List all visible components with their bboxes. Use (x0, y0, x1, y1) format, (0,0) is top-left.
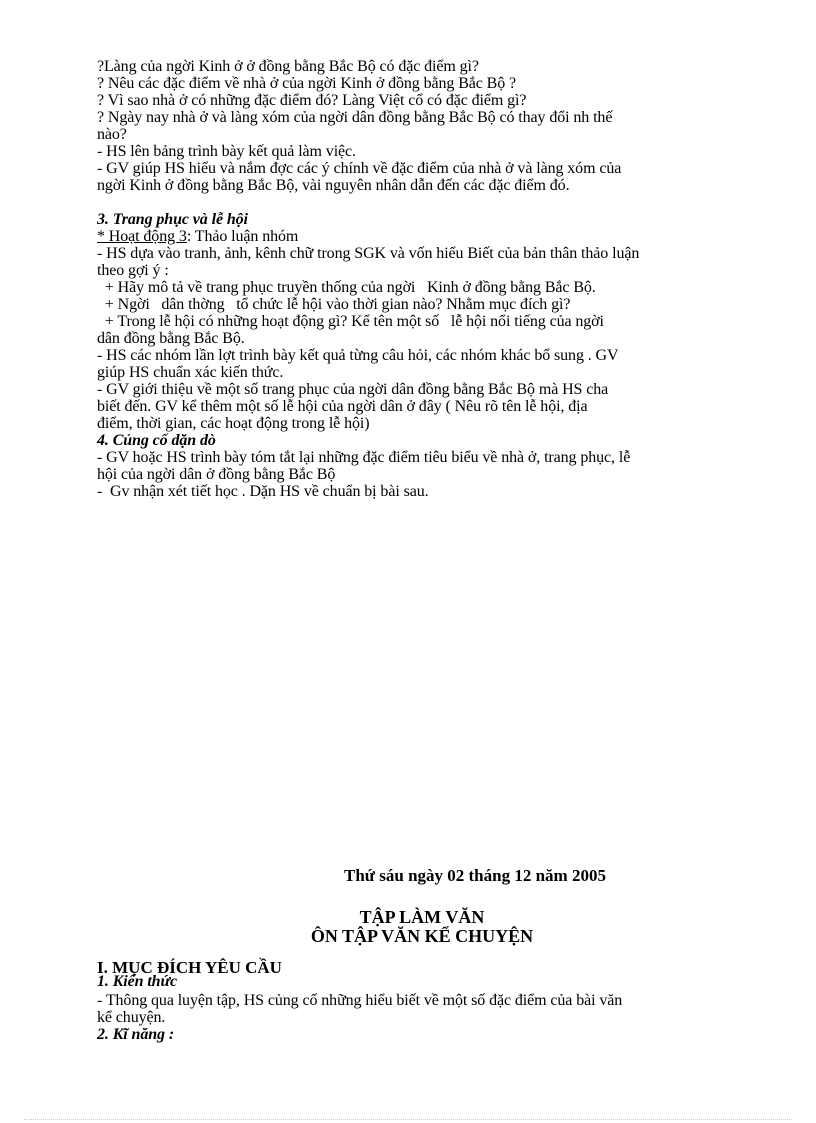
text-line: kể chuyện. (97, 1009, 166, 1026)
text-line: ngời Kinh ở đồng bằng Bắc Bộ, vài nguyên nhân dẫn đến các đặc điểm đó. (97, 177, 570, 194)
subsection-heading: 2. Kĩ năng : (97, 1026, 175, 1043)
text-line: - HS lên bảng trình bày kết quả làm việc. (97, 143, 356, 160)
text-line: biết đến. GV kể thêm một số lễ hội của ngời dân ở đây ( Nêu rõ tên lễ hội, địa (97, 398, 588, 415)
text-line: - HS các nhóm lần lợt trình bày kết quả từng câu hỏi, các nhóm khác bổ sung . GV (97, 347, 619, 364)
text-line: hội của ngời dân ở đồng bằng Bắc Bộ (97, 466, 336, 483)
text-line: - GV giới thiệu về một số trang phục của ngời dân đồng bằng Bắc Bộ mà HS cha (97, 381, 609, 398)
text-line: - HS dựa vào tranh, ảnh, kênh chữ trong SGK và vốn hiểu Biết của bản thân thảo luận (97, 245, 640, 262)
text-line: điểm, thời gian, các hoạt động trong lễ hội) (97, 415, 370, 432)
bullet-line: + Ngời dân thờng tổ chức lễ hội vào thời gian nào? Nhằm mục đích gì? (97, 296, 571, 313)
bullet-line: + Hãy mô tả về trang phục truyền thống của ngời Kinh ở đồng bằng Bắc Bộ. (97, 279, 596, 296)
activity-line (97, 228, 752, 245)
subject-title: TẬP LÀM VĂN (359, 907, 485, 927)
spacer (97, 194, 752, 211)
activity-label: * Hoạt động 3 (97, 228, 187, 245)
section-heading: 3. Trang phục và lễ hội (97, 211, 248, 228)
text-line: - Thông qua luyện tập, HS củng cố những hiểu biết về một số đặc điểm của bài văn (97, 992, 623, 1009)
lesson-title: ÔN TẬP VĂN KỂ CHUYỆN (310, 926, 534, 946)
activity-description: : Thảo luận nhóm (186, 228, 299, 245)
section-heading: I. MỤC ĐÍCH YÊU CẦU (97, 958, 282, 977)
text-line: - Gv nhận xét tiết học . Dặn HS về chuẩn bị bài sau. (97, 483, 429, 500)
question-line: nào? (97, 126, 127, 143)
question-line: ?Làng của ngời Kinh ở ở đồng bằng Bắc Bộ có đặc điểm gì? (97, 58, 479, 75)
bullet-line: + Trong lễ hội có những hoạt động gì? Kể tên một số lễ hội nổi tiếng của ngời (97, 313, 604, 330)
text-line: - GV hoặc HS trình bày tóm tắt lại những đặc điểm tiêu biểu về nhà ở, trang phục, lễ (97, 449, 631, 466)
text-line: dân đồng bằng Bắc Bộ. (97, 330, 245, 347)
lesson-date: Thứ sáu ngày 02 tháng 12 năm 2005 (344, 866, 606, 885)
section-heading: 4. Củng cố dặn dò (97, 432, 216, 449)
subsection-heading: 1. Kiến thức (97, 973, 177, 990)
document-body-lower (97, 959, 752, 1043)
question-line: ? Nêu các đặc điểm về nhà ở của ngời Kinh ở đồng bằng Bắc Bộ ? (97, 75, 517, 92)
question-line: ? Ngày nay nhà ở và làng xóm của ngời dân đồng bằng Bắc Bộ có thay đổi nh thế (97, 109, 613, 126)
document-body-upper (97, 58, 752, 500)
text-line: theo gợi ý : (97, 262, 169, 279)
text-line: giúp HS chuẩn xác kiến thức. (97, 364, 284, 381)
question-line: ? Vì sao nhà ở có những đặc điểm đó? Làng Việt cổ có đặc điểm gì? (97, 92, 527, 109)
text-line: - GV giúp HS hiểu và nắm đợc các ý chính về đặc điểm của nhà ở và làng xóm của (97, 160, 622, 177)
page-divider (24, 1119, 792, 1120)
